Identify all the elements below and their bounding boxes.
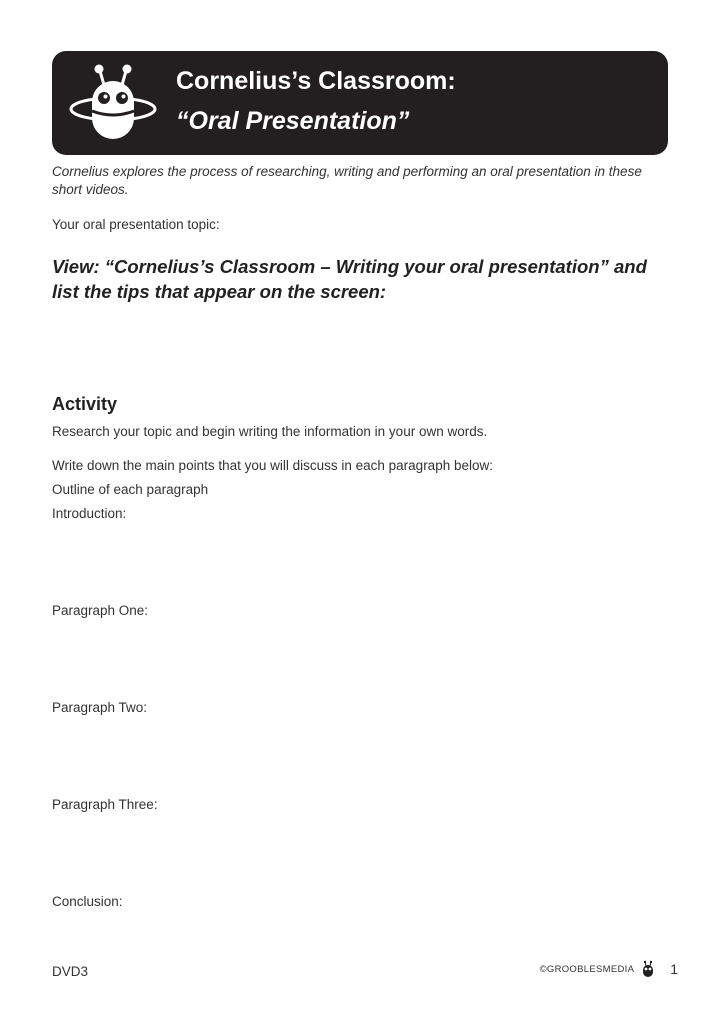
write-text: Write down the main points that you will discuss in each paragraph below: <box>52 458 493 473</box>
brand-text: ©GROOBLESMEDIA <box>539 963 635 975</box>
page-title-line1: Cornelius’s Classroom: <box>176 67 456 95</box>
page-number: 1 <box>670 961 678 977</box>
section-paragraph-three: Paragraph Three: <box>52 797 158 812</box>
section-paragraph-two: Paragraph Two: <box>52 700 148 715</box>
view-instruction: View: “Cornelius’s Classroom – Writing your oral presentation” and list the tips that appear on the screen: <box>52 256 647 302</box>
intro-text: Cornelius explores the process of researching, writing and performing an oral presentation in these short videos. <box>52 164 642 197</box>
robot-mascot-icon <box>66 61 158 149</box>
footer-brand <box>540 960 678 978</box>
page-title-line2: “Oral Presentation” <box>176 107 410 135</box>
research-text: Research your topic and begin writing the information in your own words. <box>52 424 488 439</box>
topic-prompt: Your oral presentation topic: <box>52 217 220 232</box>
section-introduction: Introduction: <box>52 506 127 521</box>
header-banner <box>52 51 668 155</box>
outline-text: Outline of each paragraph <box>52 482 209 497</box>
section-paragraph-one: Paragraph One: <box>52 603 149 618</box>
section-conclusion: Conclusion: <box>52 894 123 909</box>
robot-logo-icon <box>640 960 656 978</box>
activity-heading: Activity <box>52 394 118 414</box>
footer-dvd-label: DVD3 <box>52 964 89 979</box>
